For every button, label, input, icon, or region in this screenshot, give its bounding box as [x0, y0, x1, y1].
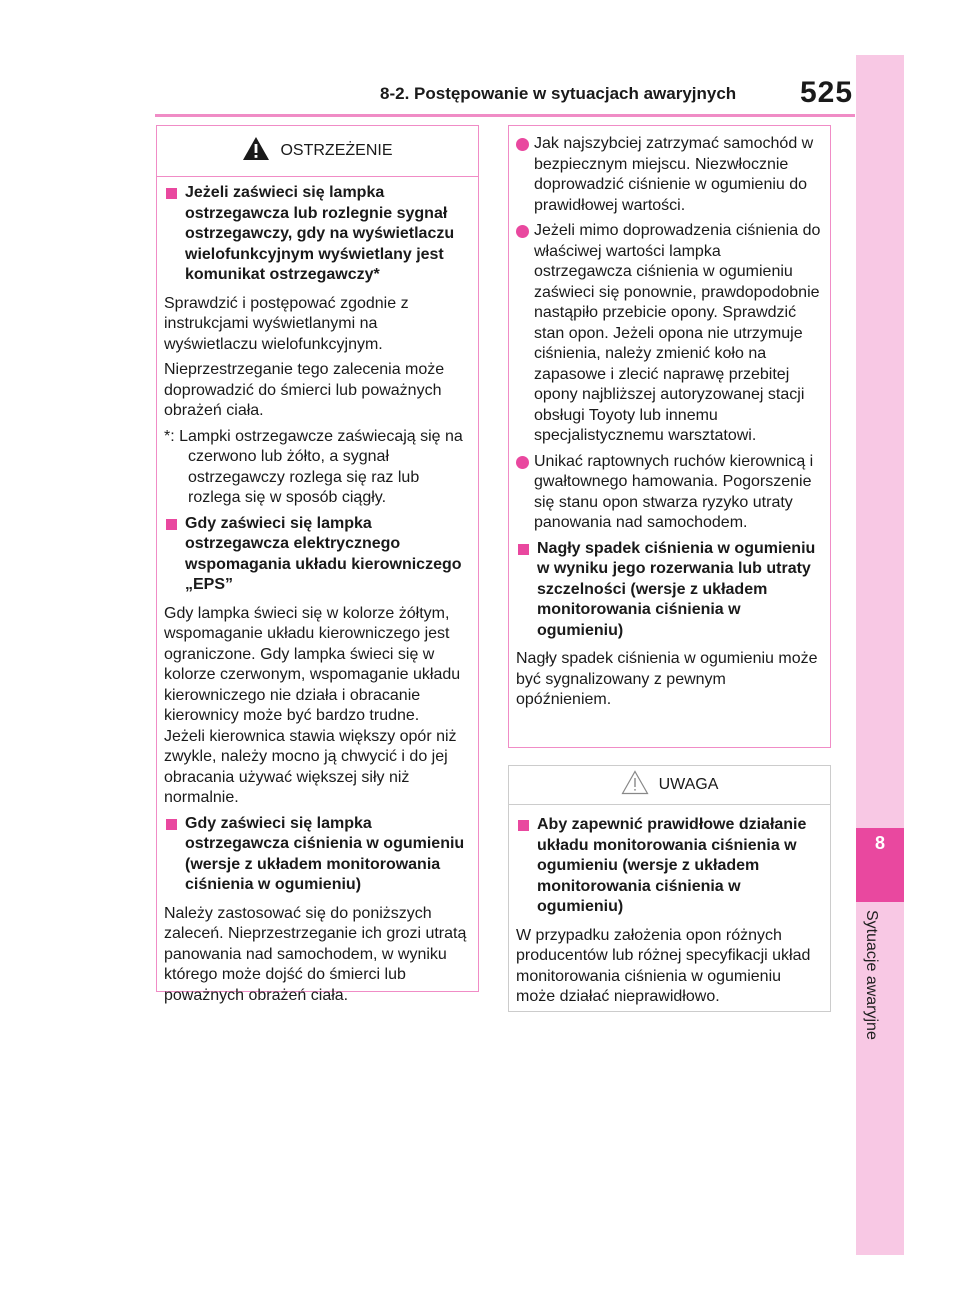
warning-heading-4: Nagły spadek ciśnienia w ogumieniu w wyniku jego rozerwania lub utraty szczelności (wersje z układem monitorowania ciśnienia w ogumieniu)	[516, 539, 822, 642]
header-rule	[155, 114, 855, 117]
warning-paragraph: Nagły spadek ciśnienia w ogumieniu może być sygnalizowany z pewnym opóźnieniem.	[516, 650, 818, 708]
notice-box-header	[509, 766, 830, 805]
notice-heading: Aby zapewnić prawidłowe działanie układu monitorowania ciśnienia w ogumieniu (wersje z układem monitorowania ciśnienia w ogumieniu)	[516, 815, 822, 918]
warning-bullet: Jeżeli mimo doprowadzenia ciśnienia do właściwej wartości lampka ostrzegawcza ciśnienia w ogumieniu zaświeci się ponownie, prawdopodobnie nastąpiło przebicie opony. Sprawdzić stan opon. Jeżeli opona nie utrzymuje ciśnienia, należy zmienić koło na zapasowe i zlecić naprawę przebitej opony najbliższej autoryzowanej stacji obsługi Toyoty lub innemu specjalistycznemu warsztatowi.	[516, 221, 822, 447]
warning-heading-2: Gdy zaświeci się lampka ostrzegawcza elektrycznego wspomagania układu kierowniczego „EPS”	[164, 514, 470, 596]
notice-title: UWAGA	[658, 776, 719, 793]
warning-title: OSTRZEŻENIE	[280, 142, 393, 159]
warning-triangle-icon	[242, 136, 270, 166]
warning-box	[156, 125, 479, 1004]
warning-footnote: *: Lampki ostrzegawcze zaświecają się na czerwono lub żółto, a sygnał ostrzegawczy rozlega się raz lub rozlega się w sposób ciągły.	[164, 427, 463, 506]
warning-paragraph: Gdy lampka świeci się w kolorze żółtym, wspomaganie układu kierowniczego jest ograniczone. Gdy lampka świeci się w kolorze czerwonym, wspomaganie układu kierowniczego nie działa i obracanie kierownicy może być bardzo trudne.	[164, 604, 461, 724]
warning-paragraph: Sprawdzić i postępować zgodnie z instrukcjami wyświetlanymi na wyświetlaczu wielofunkcyjnym.	[164, 294, 409, 353]
warning-heading-3: Gdy zaświeci się lampka ostrzegawcza ciśnienia w ogumieniu (wersje z układem monitorowania ciśnienia w ogumieniu)	[164, 814, 470, 896]
page-number: 525	[800, 76, 854, 109]
warning-box-continued	[508, 125, 831, 748]
warning-paragraph: Nieprzestrzeganie tego zalecenia może doprowadzić do śmierci lub poważnych obrażeń ciała.	[164, 361, 445, 419]
warning-bullet: Unikać raptownych ruchów kierownicą i gwałtownego hamowania. Pogorszenie się stanu opon stwarza ryzyko utraty panowania nad samochodem.	[516, 452, 822, 534]
warning-bullet: Jak najszybciej zatrzymać samochód w bezpiecznym miejscu. Niezwłocznie doprowadzić ciśnienie w ogumieniu do prawidłowej wartości.	[516, 134, 822, 216]
warning-box-header	[157, 126, 478, 177]
notice-paragraph: W przypadku założenia opon różnych producentów lub różnej specyfikacji układ monitorowania ciśnienia w ogumieniu może działać nieprawidłowo.	[516, 926, 811, 1005]
warning-paragraph: Jeżeli kierownica stawia większy opór niż zwykle, należy mocno ją chwycić i do jej obracania używać większej siły niż normalnie.	[164, 727, 457, 806]
chapter-number-tab	[856, 828, 904, 902]
caution-triangle-icon	[621, 770, 649, 800]
chapter-side-tab	[856, 55, 904, 1255]
warning-heading-1: Jeżeli zaświeci się lampka ostrzegawcza lub rozlegnie sygnał ostrzegawczy, gdy na wyświetlaczu wielofunkcyjnym wyświetlany jest komunikat ostrzegawczy*	[164, 183, 470, 286]
warning-paragraph: Należy zastosować się do poniższych zaleceń. Nieprzestrzeganie ich grozi utratą panowania nad samochodem, w wyniku którego może dojść do śmierci lub poważnych obrażeń ciała.	[164, 904, 467, 1004]
chapter-number: 8	[874, 833, 885, 853]
chapter-title: Sytuacje awaryjne	[863, 910, 880, 1040]
notice-box	[508, 765, 831, 1012]
section-title: 8-2. Postępowanie w sytuacjach awaryjnych	[380, 84, 737, 103]
